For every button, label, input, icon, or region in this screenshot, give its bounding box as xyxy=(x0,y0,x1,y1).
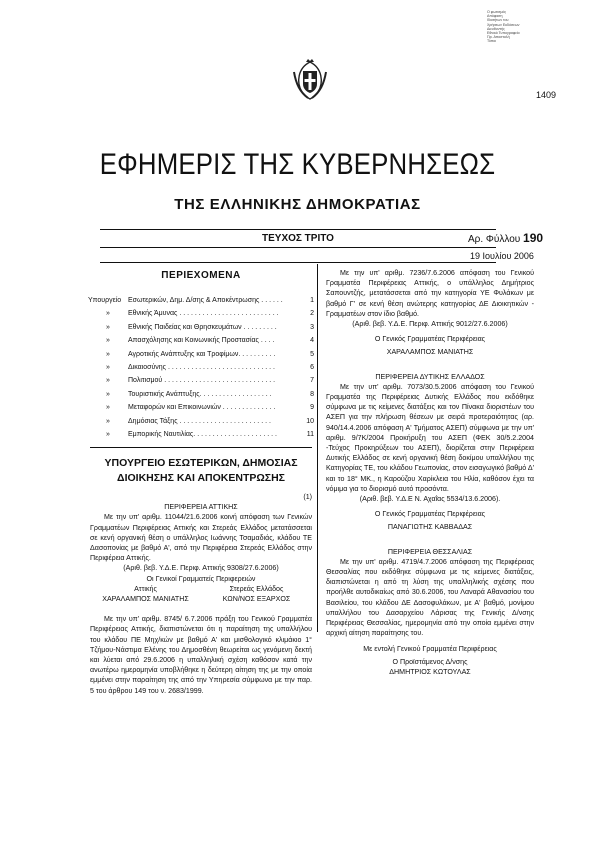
toc-dept: » xyxy=(106,337,110,345)
stamp-line: Ιδιοτήτων του xyxy=(487,18,509,23)
page-number: 1409 xyxy=(536,90,557,100)
toc-page: 4 xyxy=(310,337,314,345)
paragraph: Με την υπ' αριθμ. 8745/ 6.7.2006 πράξη του Γενικού Γραμματέα Περιφέρειας Αττικής, διαπιστώνεται ότι η παραίτηση της υπαλλήλου του κλάδου ΠΕ Μηχ/κών με βαθμό Α' και μισθολογικό κλιμάκιο 1° Τζήμου-Νάστιμα Ελένης του Δημοσθένη θεωρείται ως γενόμενη δεκτή και λύεται από 29.6.2006 η υπαλληλική σχέση καθόσον κατά την ανωτέρω ημερομηνία υποβλήθηκε η δεύτερη αίτηση της με την οποία εμμένει στην παραίτηση της από την Υπηρεσία σύμφωνα με την παρ. 5 του άρθρου 149 του ν. 2683/1999. xyxy=(90,615,312,695)
toc-item[interactable] xyxy=(88,374,314,387)
toc-page: 11 xyxy=(306,431,314,439)
signature-name: ΠΑΝΑΓΙΩΤΗΣ ΚΑΒΒΑΔΑΣ xyxy=(387,523,473,532)
toc-dept: » xyxy=(106,390,110,398)
signature-role: Ο Προϊστάμενος Δ/νσης xyxy=(392,657,468,666)
reference-note: (Αριθ. βεβ. Υ.Δ.Ε Ν. Αχαΐας 5534/13.6.2006). xyxy=(359,495,501,504)
table-of-contents xyxy=(88,294,314,441)
signature-role: Ο Γενικός Γραμματέας Περιφέρειας xyxy=(374,335,486,344)
top-rule xyxy=(100,229,496,230)
series-label: ΤΕΥΧΟΣ ΤΡΙΤΟ xyxy=(262,233,334,244)
signature-name: ΧΑΡΑΛΑΜΠΟΣ ΜΑΝΙΑΤΗΣ xyxy=(102,595,189,604)
region-heading: ΠΕΡΙΦΕΡΕΙΑ ΔΥΤΙΚΗΣ ΕΛΛΑΔΟΣ xyxy=(375,372,485,381)
paragraph: Με την υπ' αριθμ. 7236/7.6.2006 απόφαση του Γενικού Γραμματέα Περιφέρειας Αττικής, ο υπάλληλος Δημήτριος Σαπουντζής, μετατάσσεται από την κατηγορία ΥΕ Φυλάκων με βαθμό Γ' σε κενή θέση ανώτερης κατηγορίας ΔΕ Διοικητικών - Γραμματέων στον ίδιο βαθμό. xyxy=(326,269,534,318)
gazette-title: ΕΦΗΜΕΡΙΣ ΤΗΣ ΚΥΒΕΡΝΗΣΕΩΣ xyxy=(99,148,496,181)
toc-label: Δικαιοσύνης . . . . . . . . . . . . . . . . . . . . . . . . . . . . xyxy=(128,364,275,372)
contents-heading: ΠΕΡΙΕΧΟΜΕΝΑ xyxy=(161,270,241,281)
stamp-line: Τύποι xyxy=(487,39,497,44)
toc-label: Αγροτικής Ανάπτυξης και Τροφίμων. . . . . . . . . . xyxy=(128,350,276,358)
stamp-line: Εθνικό Τυπογραφείο xyxy=(487,31,520,36)
toc-item[interactable] xyxy=(88,361,314,374)
ministry-heading: ΥΠΟΥΡΓΕΙΟ ΕΣΩΤΕΡΙΚΩΝ, ΔΗΜΟΣΙΑΣ ΔΙΟΙΚΗΣΗΣ ΚΑΙ ΑΠΟΚΕΝΤΡΩΣΗΣ xyxy=(104,457,298,484)
region-heading: ΠΕΡΙΦΕΡΕΙΑ ΘΕΣΣΑΛΙΑΣ xyxy=(387,547,473,556)
toc-item[interactable] xyxy=(88,428,314,441)
signature-regions xyxy=(90,584,312,594)
signature-role: Ο Γενικός Γραμματέας Περιφέρειας xyxy=(374,510,486,519)
toc-item[interactable] xyxy=(88,294,314,307)
right-column xyxy=(326,268,534,677)
paragraph: Με την υπ' αριθμ. 11044/21.6.2006 κοινή απόφαση των Γενικών Γραμματέων Περιφέρειας Αττικής και Στερεάς Ελλάδος μετατάσσεται σε κενή οργανική θέση ο υπάλληλος Ιωάννης Τσαμαδιάς, κλάδου ΤΕ Δασοπονίας με βαθμό Α', από την Περιφέρεια Στερεάς Ελλάδος στην Περιφέρεια Αττικής. xyxy=(90,513,312,563)
toc-label: Δημόσιας Τάξης . . . . . . . . . . . . . . . . . . . . . . . . xyxy=(128,417,271,425)
signature-region: Αττικής xyxy=(134,584,157,593)
toc-label: Εθνικής Παιδείας και Θρησκευμάτων . . . . . . . . . xyxy=(128,323,277,331)
issue-number xyxy=(468,231,543,245)
toc-dept: Υπουργείο xyxy=(88,297,122,304)
coat-of-arms-icon xyxy=(290,58,330,100)
contents-rule xyxy=(90,447,312,448)
toc-page: 1 xyxy=(310,297,314,304)
signature-heading: Οι Γενικοί Γραμματείς Περιφερειών xyxy=(146,574,256,583)
mid-rule xyxy=(100,247,496,248)
section-marker: (1) xyxy=(303,493,312,501)
toc-item[interactable] xyxy=(88,401,314,414)
toc-item[interactable] xyxy=(88,334,314,347)
toc-label: Μεταφορών και Επικοινωνιών . . . . . . . . . . . . . . xyxy=(128,404,276,412)
toc-page: 10 xyxy=(306,417,314,425)
signature-name: ΚΩΝ/ΝΟΣ ΕΞΑΡΧΟΣ xyxy=(222,595,291,604)
stamp-line: Ο φωτισμός xyxy=(487,10,507,14)
toc-dept: » xyxy=(106,323,110,331)
toc-label: Εμπορικής Ναυτιλίας. . . . . . . . . . . . . . . . . . . . . . xyxy=(128,431,277,439)
issue-value: 190 xyxy=(523,231,544,245)
issue-date: 19 Ιουλίου 2006 xyxy=(470,251,534,261)
left-column xyxy=(90,492,312,696)
paragraph: Με την υπ' αριθμ. 7073/30.5.2006 απόφαση του Γενικού Γραμματέα της Περιφέρειας Δυτικής Ελλάδος που εκδόθηκε σύμφωνα με τις κείμενες διατάξεις και τον Πίνακα διοριστέων του ΑΣΕΠ για την πλήρωση θέσεων με σειρά προτεραιότητας (αρ. 940/14.4.2006 απόφαση Α' Τμήματος ΑΣΕΠ) σύμφωνα με την υπ' αριθμ. 9/7Κ/2004 Προκήρυξη του ΑΣΕΠ (ΦΕΚ 30/5.2.2004 -Τεύχος Προκηρύξεων του ΑΣΕΠ), διορίζεται στην Περιφέρεια Δυτικής Ελλάδος σε κενή οργανική θέση δοκίμου υπαλλήλου της Κατηγορίας ΤΕ, του κλάδου Γεωπονίας, στον εισαγωγικό βαθμό Δ' και το 18° ΜΚ., η Καρούζου Χαρίκλεια του Ηλία, καθόσον έχει τα νόμιμα για το διορισμό αυτό προσόντα. xyxy=(326,382,534,493)
toc-dept: » xyxy=(106,364,110,372)
toc-page: 9 xyxy=(310,404,314,412)
signature-name: ΧΑΡΑΛΑΜΠΟΣ ΜΑΝΙΑΤΗΣ xyxy=(386,348,474,357)
issue-label: Αρ. Φύλλου xyxy=(468,234,521,245)
toc-page: 5 xyxy=(310,350,314,358)
toc-page: 7 xyxy=(310,377,314,385)
signature-name: ΔΗΜΗΤΡΙΟΣ ΚΩΤΟΥΛΑΣ xyxy=(389,667,471,676)
toc-label: Τουριστικής Ανάπτυξης. . . . . . . . . . . . . . . . . . . xyxy=(128,390,272,398)
toc-item[interactable] xyxy=(88,348,314,361)
toc-dept: » xyxy=(106,377,110,385)
toc-dept: » xyxy=(106,350,110,358)
paragraph: Με την υπ' αριθμ. 4719/4.7.2006 απόφαση της Περιφέρειας Θεσσαλίας που εκδόθηκε σύμφωνα με τις κείμενες διατάξεις, διαπιστώνεται η από τη λύση της υπαλληλικής σχέσης που προήλθε αυτοδικαίως από 30.6.2006, του Λαναρά Αθανασίου του Βασιλείου, του κλάδου ΔΕ Δασοφυλάκων, με Α' βαθμό, μονίμου υπαλλήλου του Δασαρχείου Λάρισας της Γενικής Δ/νσης Περιφέρειας Θεσσαλίας, ημερομηνία από την οποία εμμένει στην αρχική αίτηση παραίτησης του. xyxy=(326,557,534,638)
signature-region: Στερεάς Ελλάδος xyxy=(229,584,284,593)
toc-dept: » xyxy=(106,404,110,412)
toc-item[interactable] xyxy=(88,307,314,320)
toc-label: Εσωτερικών, Δημ. Δ/σης & Αποκέντρωσης . . . . . . xyxy=(128,297,283,304)
column-divider xyxy=(317,264,318,632)
toc-page: 8 xyxy=(310,390,314,398)
bottom-rule xyxy=(100,262,496,263)
toc-page: 2 xyxy=(310,310,314,318)
toc-label: Απασχόλησης και Κοινωνικής Προστασίας . . . . xyxy=(128,337,275,345)
region-heading: ΠΕΡΙΦΕΡΕΙΑ ΑΤΤΙΚΗΣ xyxy=(164,503,238,512)
toc-dept: » xyxy=(106,417,110,425)
toc-page: 3 xyxy=(310,323,314,331)
stamp-line: Χρήσεων Εκδόσεων xyxy=(487,22,520,27)
toc-page: 6 xyxy=(310,364,314,372)
reference-note: (Αριθ. βεβ. Υ.Δ.Ε. Περιφ. Αττικής 9308/27.6.2006) xyxy=(123,564,279,573)
toc-dept: » xyxy=(106,431,110,439)
signature-names xyxy=(90,594,312,604)
stamp-line: Πρ. Αποστολή xyxy=(487,35,510,40)
printing-stamp xyxy=(487,10,553,44)
gazette-subtitle: ΤΗΣ ΕΛΛΗΝΙΚΗΣ ΔΗΜΟΚΡΑΤΙΑΣ xyxy=(174,196,421,213)
signature-line: Με εντολή Γενικού Γραμματέα Περιφέρειας xyxy=(363,644,497,653)
toc-label: Πολιτισμού . . . . . . . . . . . . . . . . . . . . . . . . . . . . . xyxy=(128,377,276,385)
toc-item[interactable] xyxy=(88,388,314,401)
toc-dept: » xyxy=(106,310,110,318)
toc-item[interactable] xyxy=(88,415,314,428)
toc-label: Εθνικής Άμυνας . . . . . . . . . . . . . . . . . . . . . . . . . . xyxy=(128,310,279,318)
stamp-line: Διευθυντής xyxy=(487,26,505,31)
stamp-line: Απόφαση xyxy=(487,14,503,19)
toc-item[interactable] xyxy=(88,321,314,334)
reference-note: (Αριθ. βεβ. Υ.Δ.Ε. Περιφ. Αττικής 9012/27.6.2006) xyxy=(352,320,508,329)
